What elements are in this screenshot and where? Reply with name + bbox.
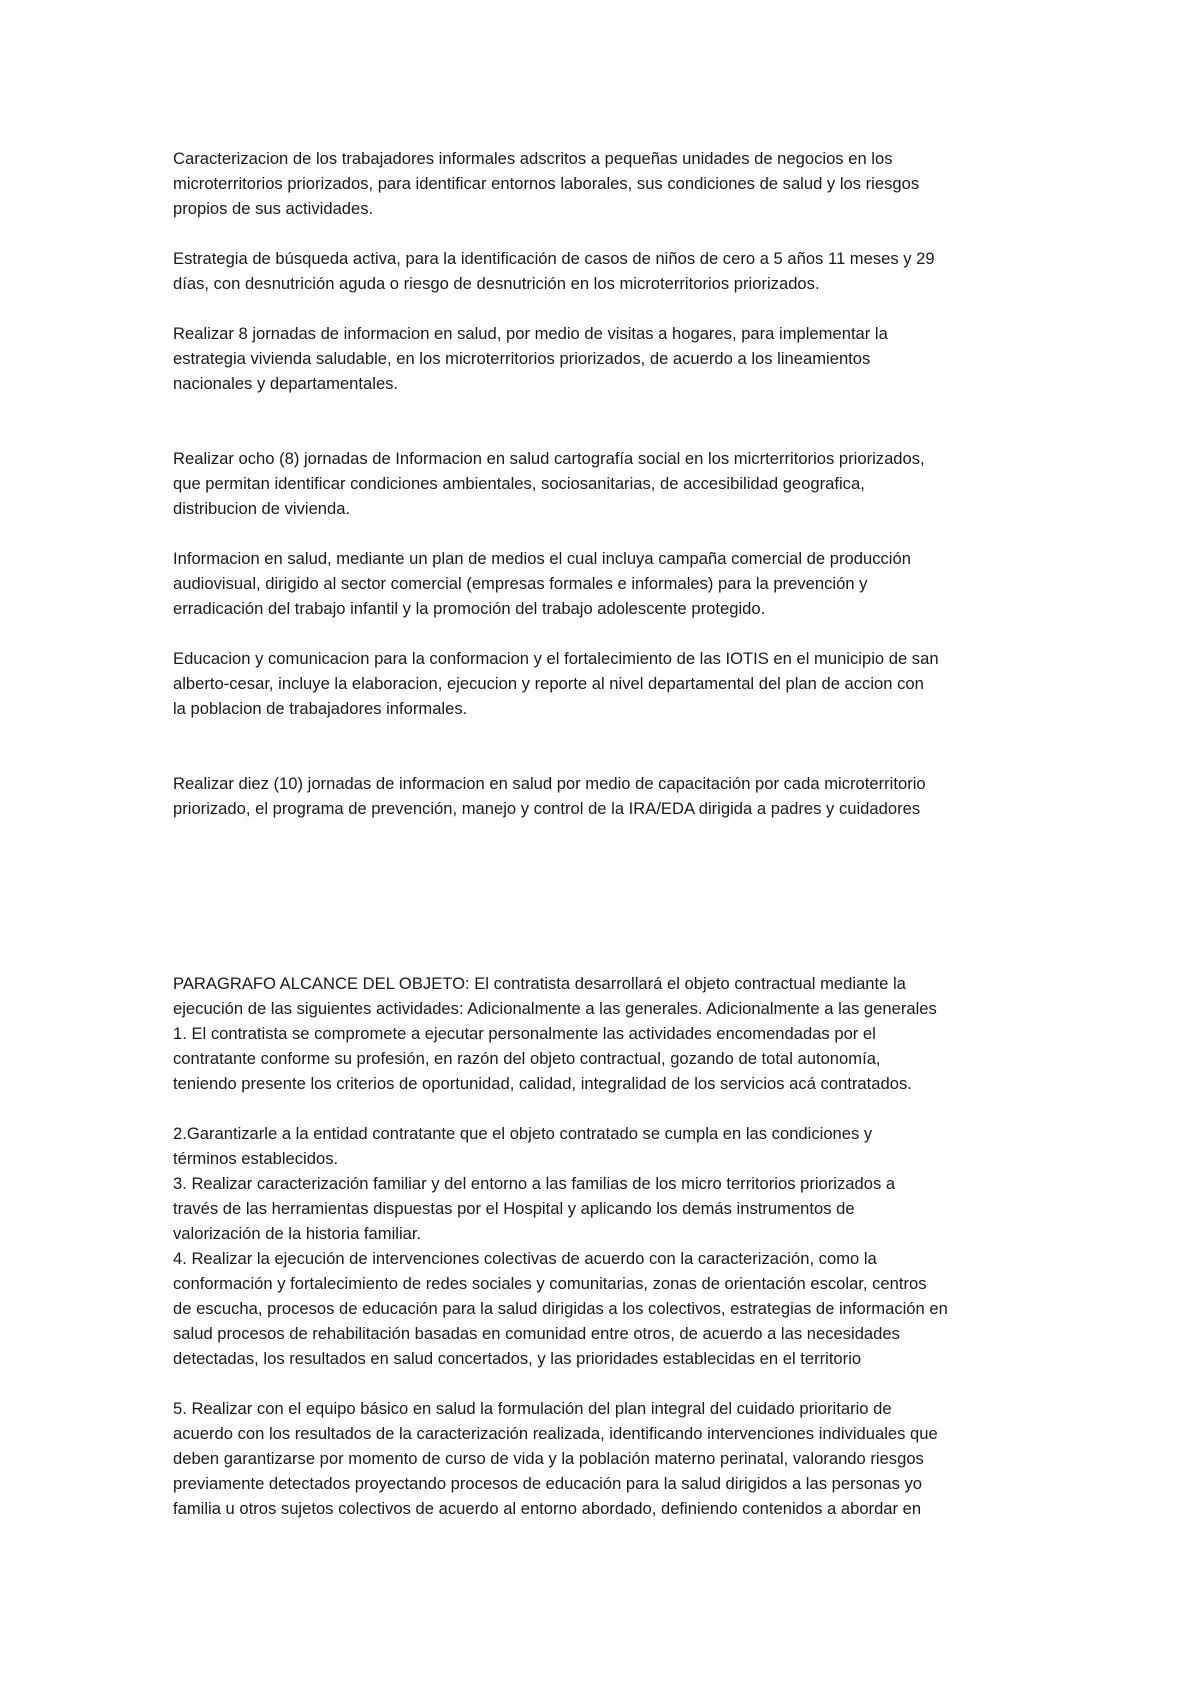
paragraph-busqueda-activa: Estrategia de búsqueda activa, para la identificación de casos de niños de cero a 5 años 11 meses y 29 días, con desnutrición aguda o riesgo de desnutrición en los microterritorios priorizados.	[173, 249, 935, 293]
paragraph-educacion-comunicacion: Educacion y comunicacion para la conformacion y el fortalecimiento de las IOTIS en el municipio de san alberto-cesar, incluye la elaboracion, ejecucion y reporte al nivel departamental del plan de accion con la poblacion de trabajadores informales.	[173, 649, 939, 718]
paragraph-ira-eda: Realizar diez (10) jornadas de informacion en salud por medio de capacitación por cada microterritorio priorizado, el programa de prevención, manejo y control de la IRA/EDA dirigida a padres y cuidadores	[173, 774, 926, 818]
document-body	[173, 146, 1043, 1521]
paragraph-spacer	[173, 721, 1043, 771]
paragraph-plan-de-medios: Informacion en salud, mediante un plan de medios el cual incluya campaña comercial de producción audiovisual, dirigido al sector comercial (empresas formales e informales) para la prevención y erradicación del trabajo infantil y la promoción del trabajo adolescente protegido.	[173, 549, 911, 618]
paragraph-spacer	[173, 821, 1043, 971]
paragraph-spacer	[173, 521, 1043, 546]
paragraph-spacer	[173, 621, 1043, 646]
paragraph-spacer	[173, 221, 1043, 246]
paragraph-spacer	[173, 296, 1043, 321]
paragraph-cartografia-social: Realizar ocho (8) jornadas de Informacion en salud cartografía social en los micrterritorios priorizados, que permitan identificar condiciones ambientales, sociosanitarias, de accesibilidad geografica, distribucion de vivienda.	[173, 449, 925, 518]
paragraph-alcance-del-objeto: PARAGRAFO ALCANCE DEL OBJETO: El contratista desarrollará el objeto contractual mediante la ejecución de las siguientes actividades: Adicionalmente a las generales. Adicionalmente a las generales 1. El contratista se compromete a ejecutar personalmente las actividades encomendadas por el contratante conforme su profesión, en razón del objeto contractual, gozando de total autonomía, teniendo presente los criterios de oportunidad, calidad, integralidad de los servicios acá contratados.	[173, 974, 937, 1093]
paragraph-spacer	[173, 1096, 1043, 1121]
paragraph-spacer	[173, 396, 1043, 446]
paragraph-spacer	[173, 1371, 1043, 1396]
paragraph-vivienda-saludable: Realizar 8 jornadas de informacion en salud, por medio de visitas a hogares, para implementar la estrategia vivienda saludable, en los microterritorios priorizados, de acuerdo a los lineamientos nacionales y departamentales.	[173, 324, 888, 393]
paragraph-actividades-2-4: 2.Garantizarle a la entidad contratante que el objeto contratado se cumpla en las condiciones y términos establecidos. 3. Realizar caracterización familiar y del entorno a las familias de los micro territorios priorizados a través de las herramientas dispuestas por el Hospital y aplicando los demás instrumentos de valorización de la historia familiar. 4. Realizar la ejecución de intervenciones colectivas de acuerdo con la caracterización, como la conformación y fortalecimiento de redes sociales y comunitarias, zonas de orientación escolar, centros de escucha, procesos de educación para la salud dirigidas a los colectivos, estrategias de información en salud procesos de rehabilitación basadas en comunidad entre otros, de acuerdo a las necesidades detectadas, los resultados en salud concertados, y las prioridades establecidas en el territorio	[173, 1124, 948, 1368]
paragraph-caracterizacion-trabajadores: Caracterizacion de los trabajadores informales adscritos a pequeñas unidades de negocios en los microterritorios priorizados, para identificar entornos laborales, sus condiciones de salud y los riesgos propios de sus actividades.	[173, 149, 920, 218]
paragraph-actividad-5: 5. Realizar con el equipo básico en salud la formulación del plan integral del cuidado prioritario de acuerdo con los resultados de la caracterización realizada, identificando intervenciones individuales que deben garantizarse por momento de curso de vida y la población materno perinatal, valorando riesgos previamente detectados proyectando procesos de educación para la salud dirigidos a las personas yo familia u otros sujetos colectivos de acuerdo al entorno abordado, definiendo contenidos a abordar en	[173, 1399, 938, 1518]
